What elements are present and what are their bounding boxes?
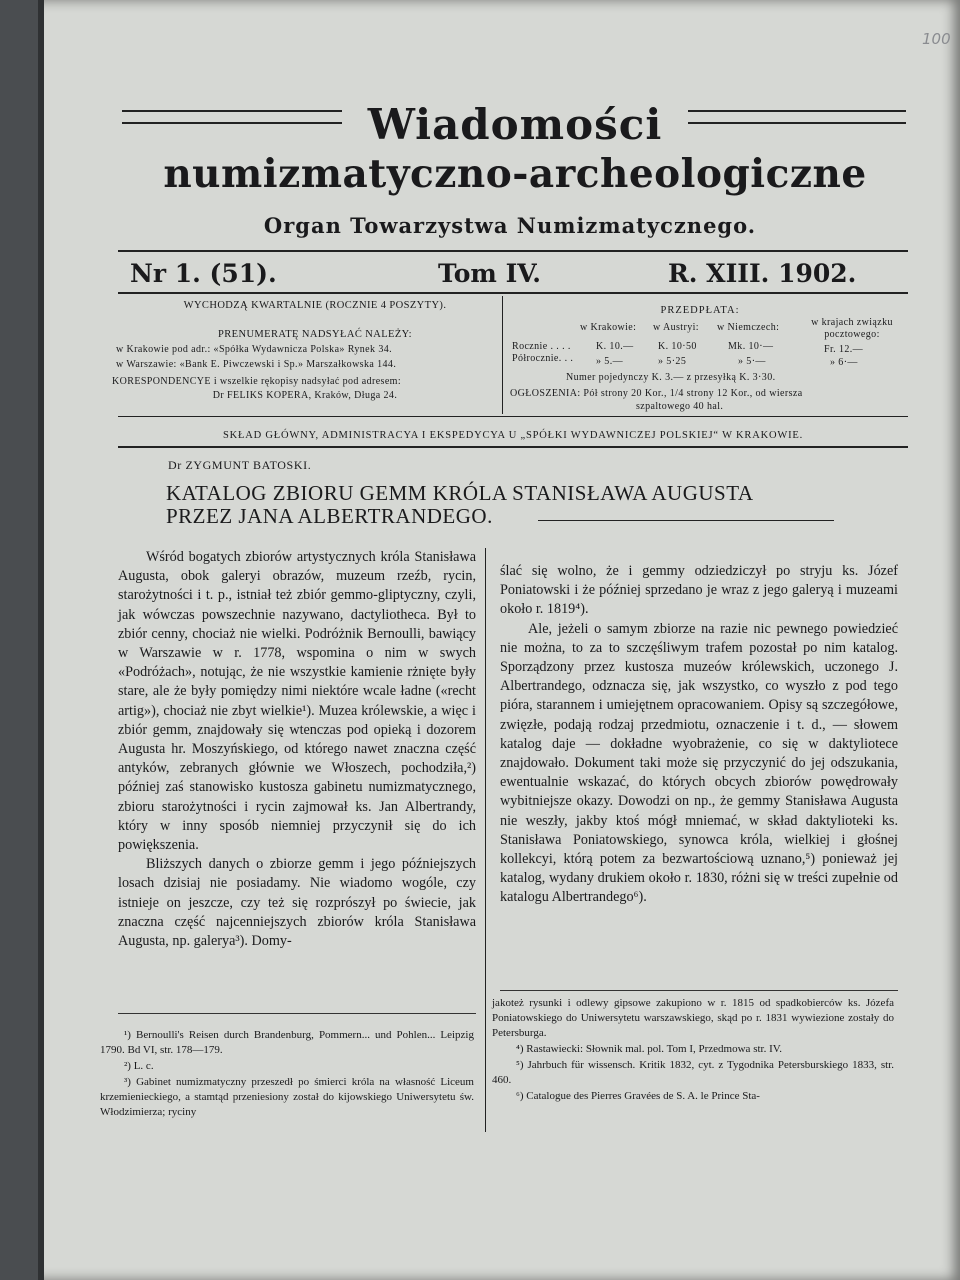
prepayment-col-krakow: w Krakowie: <box>580 322 637 333</box>
warehouse-rule-bottom <box>118 446 908 448</box>
subscription-heading: PRENUMERATĘ NADSYŁAĆ NALEŻY: <box>218 329 412 340</box>
prepayment-row2-union: » 6·— <box>830 357 858 368</box>
issue-volume: Tom IV. <box>438 259 541 288</box>
warehouse-line: SKŁAD GŁÓWNY, ADMINISTRACYA I EKSPEDYCYA U „SPÓŁKI WYDAWNICZEJ POLSKIEJ“ W KRAKOWIE. <box>222 430 804 441</box>
journal-organ-line: Organ Towarzystwa Numizmatycznego. <box>263 213 757 238</box>
pencil-page-number: 100 <box>922 30 951 48</box>
prepayment-row2-krakow: » 5.— <box>596 356 623 367</box>
column-divider <box>485 548 486 1132</box>
correspondence-line1: KORESPONDENCYE i wszelkie rękopisy nadsyłać pod adresem: <box>112 376 402 387</box>
prepayment-row2-germany: » 5·— <box>738 356 766 367</box>
prepayment-row2-austria: » 5·25 <box>658 356 687 367</box>
footnote-6: ⁶) Catalogue des Pierres Gravées de S. A. le Prince Sta- <box>516 1090 760 1102</box>
article-title-line1: KATALOG ZBIORU GEMM KRÓLA STANISŁAWA AUGUSTA <box>166 481 754 505</box>
right-paragraph-2: Ale, jeżeli o samym zbiorze na razie nic pewnego powiedzieć nie można, to za to szczęśliwym trafem pozostał po nim katalog. Sporządzony przez kustosza muzeów królewskich, uczonego J. Albertrandego, odznacza się, jak wszystko, co wyszło z pod tego pióra, starannem i umiejętnem opracowaniem. Opisy są szczegółowe, zwięzłe, podają rodzaj przedmiotu, oznaczenie i t. d., — słowem katalog daje — dokładne wyobrażenie, co się w daktyliotece znajdowało. Dokument taki może się przyczynić do jej odszukania, ewentualnie wskazać, do których obcych zbiorów powędrowały wybitniejsze okazy. Dowodzi on np., że gemmy Stanisława Augusta nie weszły, jakby ktoś mógł mniemać, w skład daktylioteki ks. Stanisława Poniatowskiego, synowca króla, wielkiej i głośnej kollekcyi, którą potem za bezwartościową uznano,⁵) ponieważ jej katalog, wydany drukiem około r. 1830, różni się w treści zupełnie od katalogu Albertrandego⁶). <box>500 620 898 906</box>
single-issue-price: Numer pojedynczy K. 3.— z przesyłką K. 3·30. <box>566 372 776 383</box>
prepayment-col-germany: w Niemczech: <box>717 322 780 333</box>
article-title <box>166 482 754 528</box>
left-paragraph-2: Bliższych danych o zbiorze gemm i jego późniejszych losach dzisiaj nie posiadamy. Nie wiadomo wogóle, czy istnieje on jeszcze, czy też się rozprószył po świecie, jak znaczna część najcenniejszych zbiorów króla Stanisława Augusta, np. galerya³). Domy- <box>118 856 476 950</box>
right-column <box>500 562 898 908</box>
issue-number: Nr 1. (51). <box>130 259 277 288</box>
correspondence-line2: Dr FELIKS KOPERA, Kraków, Długa 24. <box>212 390 398 401</box>
prepayment-row2-label: Półrocznie. . . <box>512 353 574 364</box>
footnote-2: ²) L. c. <box>124 1060 154 1072</box>
journal-title: Wiadomości <box>367 100 663 149</box>
footnote-rule-left <box>118 1013 476 1014</box>
prepayment-row1-germany: Mk. 10·— <box>728 341 774 352</box>
frequency-line: WYCHODZĄ KWARTALNIE (ROCZNIE 4 POSZYTY). <box>183 300 447 311</box>
footnote-rule-right <box>500 990 898 991</box>
subscription-warszawa: w Warszawie: «Bank E. Piwczewski i Sp.» Marszałkowska 144. <box>116 359 397 370</box>
prepayment-col-austria: w Austryi: <box>653 322 699 333</box>
binding-edge <box>38 0 44 1280</box>
prepayment-row1-label: Rocznie . . . . <box>512 341 571 352</box>
footnote-3-continued: jakoteż rysunki i odlewy gipsowe zakupiono w r. 1815 od spadkobierców ks. Józefa Poniatowskiego do Uniwersytetu warszawskiego, skąd po r. 1831 wywiezione zostały do Petersburga. <box>492 997 894 1039</box>
prepayment-row1-krakow: K. 10.— <box>596 341 634 352</box>
article-title-line2: PRZEZ JANA ALBERTRANDEGO. <box>166 504 493 528</box>
masthead-rule-top <box>118 250 908 252</box>
journal-subtitle: numizmatyczno-archeologiczne <box>163 151 867 197</box>
left-column <box>118 548 476 951</box>
info-divider <box>502 296 503 414</box>
footnote-3: ³) Gabinet numizmatyczny przeszedł po śmierci króla na własność Liceum krzemienieckiego, a stamtąd przeniesiony został do kijowskiego Uniwersytetu św. Włodzimierza; ryciny <box>100 1076 474 1118</box>
footnote-4: ⁴) Rastawiecki: Słownik mal. pol. Tom I, Przedmowa str. IV. <box>516 1043 783 1055</box>
warehouse-rule-top <box>118 416 908 417</box>
issue-year: R. XIII. 1902. <box>668 259 857 288</box>
article-author: Dr ZYGMUNT BATOSKI. <box>168 458 312 472</box>
prepayment-heading: PRZEDPŁATA: <box>660 305 740 316</box>
masthead-rule-bottom <box>118 292 908 294</box>
footnote-5: ⁵) Jahrbuch für wissensch. Kritik 1832, cyt. z Tygodnika Petersburskiego 1833, str. 460. <box>492 1059 894 1086</box>
left-paragraph-1: Wśród bogatych zbiorów artystycznych króla Stanisława Augusta, obok galeryi obrazów, muzeum rzeźb, rycin, starożytności i t. p., istniał też zbiór gemmo-gliptyczny, czyli, jak wówczas powszechnie nazywano, dactyliotheca. Był to zbiór cenny, chociaż nie wielki. Podróżnik Bernoulli, bawiący w Warszawie w r. 1778, wspomina o nim w swych «Podróżach», notując, że nie wszystkie kamienie rżnięte były stare, ale że były pomiędzy nimi niektóre wcale ładne («recht artig»), chociaż nie zbyt wielkie¹). Muzea królewskie, a więc i zbiór gemm, znajdowały się wtenczas pod opieką i dozorem Augusta hr. Moszyńskiego, od którego nawet znaczna część antyków, zebranych głównie we Włoszech, pochodziła,²) później zaś stanowisko kustosza gabinetu numizmatycznego, zbioru starożytności i rycin zajmował ks. Jan Albertrandy, który w inny sposób niemniej przyczynił się do ich powiększenia. <box>118 549 476 854</box>
title-underline <box>538 520 834 521</box>
footnotes-right <box>492 996 894 1105</box>
advertising-line2: szpaltowego 40 hal. <box>636 401 724 412</box>
prepayment-row1-austria: K. 10·50 <box>658 341 697 352</box>
prepayment-row1-union: Fr. 12.— <box>824 344 864 355</box>
issue-line <box>128 259 908 291</box>
right-paragraph-1: ślać się wolno, że i gemmy odziedziczył po stryju ks. Józef Poniatowski i że później sprzedano je wraz z jego galeryą i muzeami około r. 1819⁴). <box>500 563 898 618</box>
footnotes-left <box>100 1028 474 1121</box>
prepayment-col-union: w krajach związku pocztowego: <box>811 317 893 340</box>
footnote-1: ¹) Bernoulli's Reisen durch Brandenburg, Pommern... und Pohlen... Leipzig 1790. Bd VI, str. 178—179. <box>100 1029 474 1056</box>
advertising-line1: OGŁOSZENIA: Pół strony 20 Kor., 1/4 strony 12 Kor., od wiersza <box>510 388 803 399</box>
subscription-krakow: w Krakowie pod adr.: «Spółka Wydawnicza Polska» Rynek 34. <box>116 344 393 355</box>
